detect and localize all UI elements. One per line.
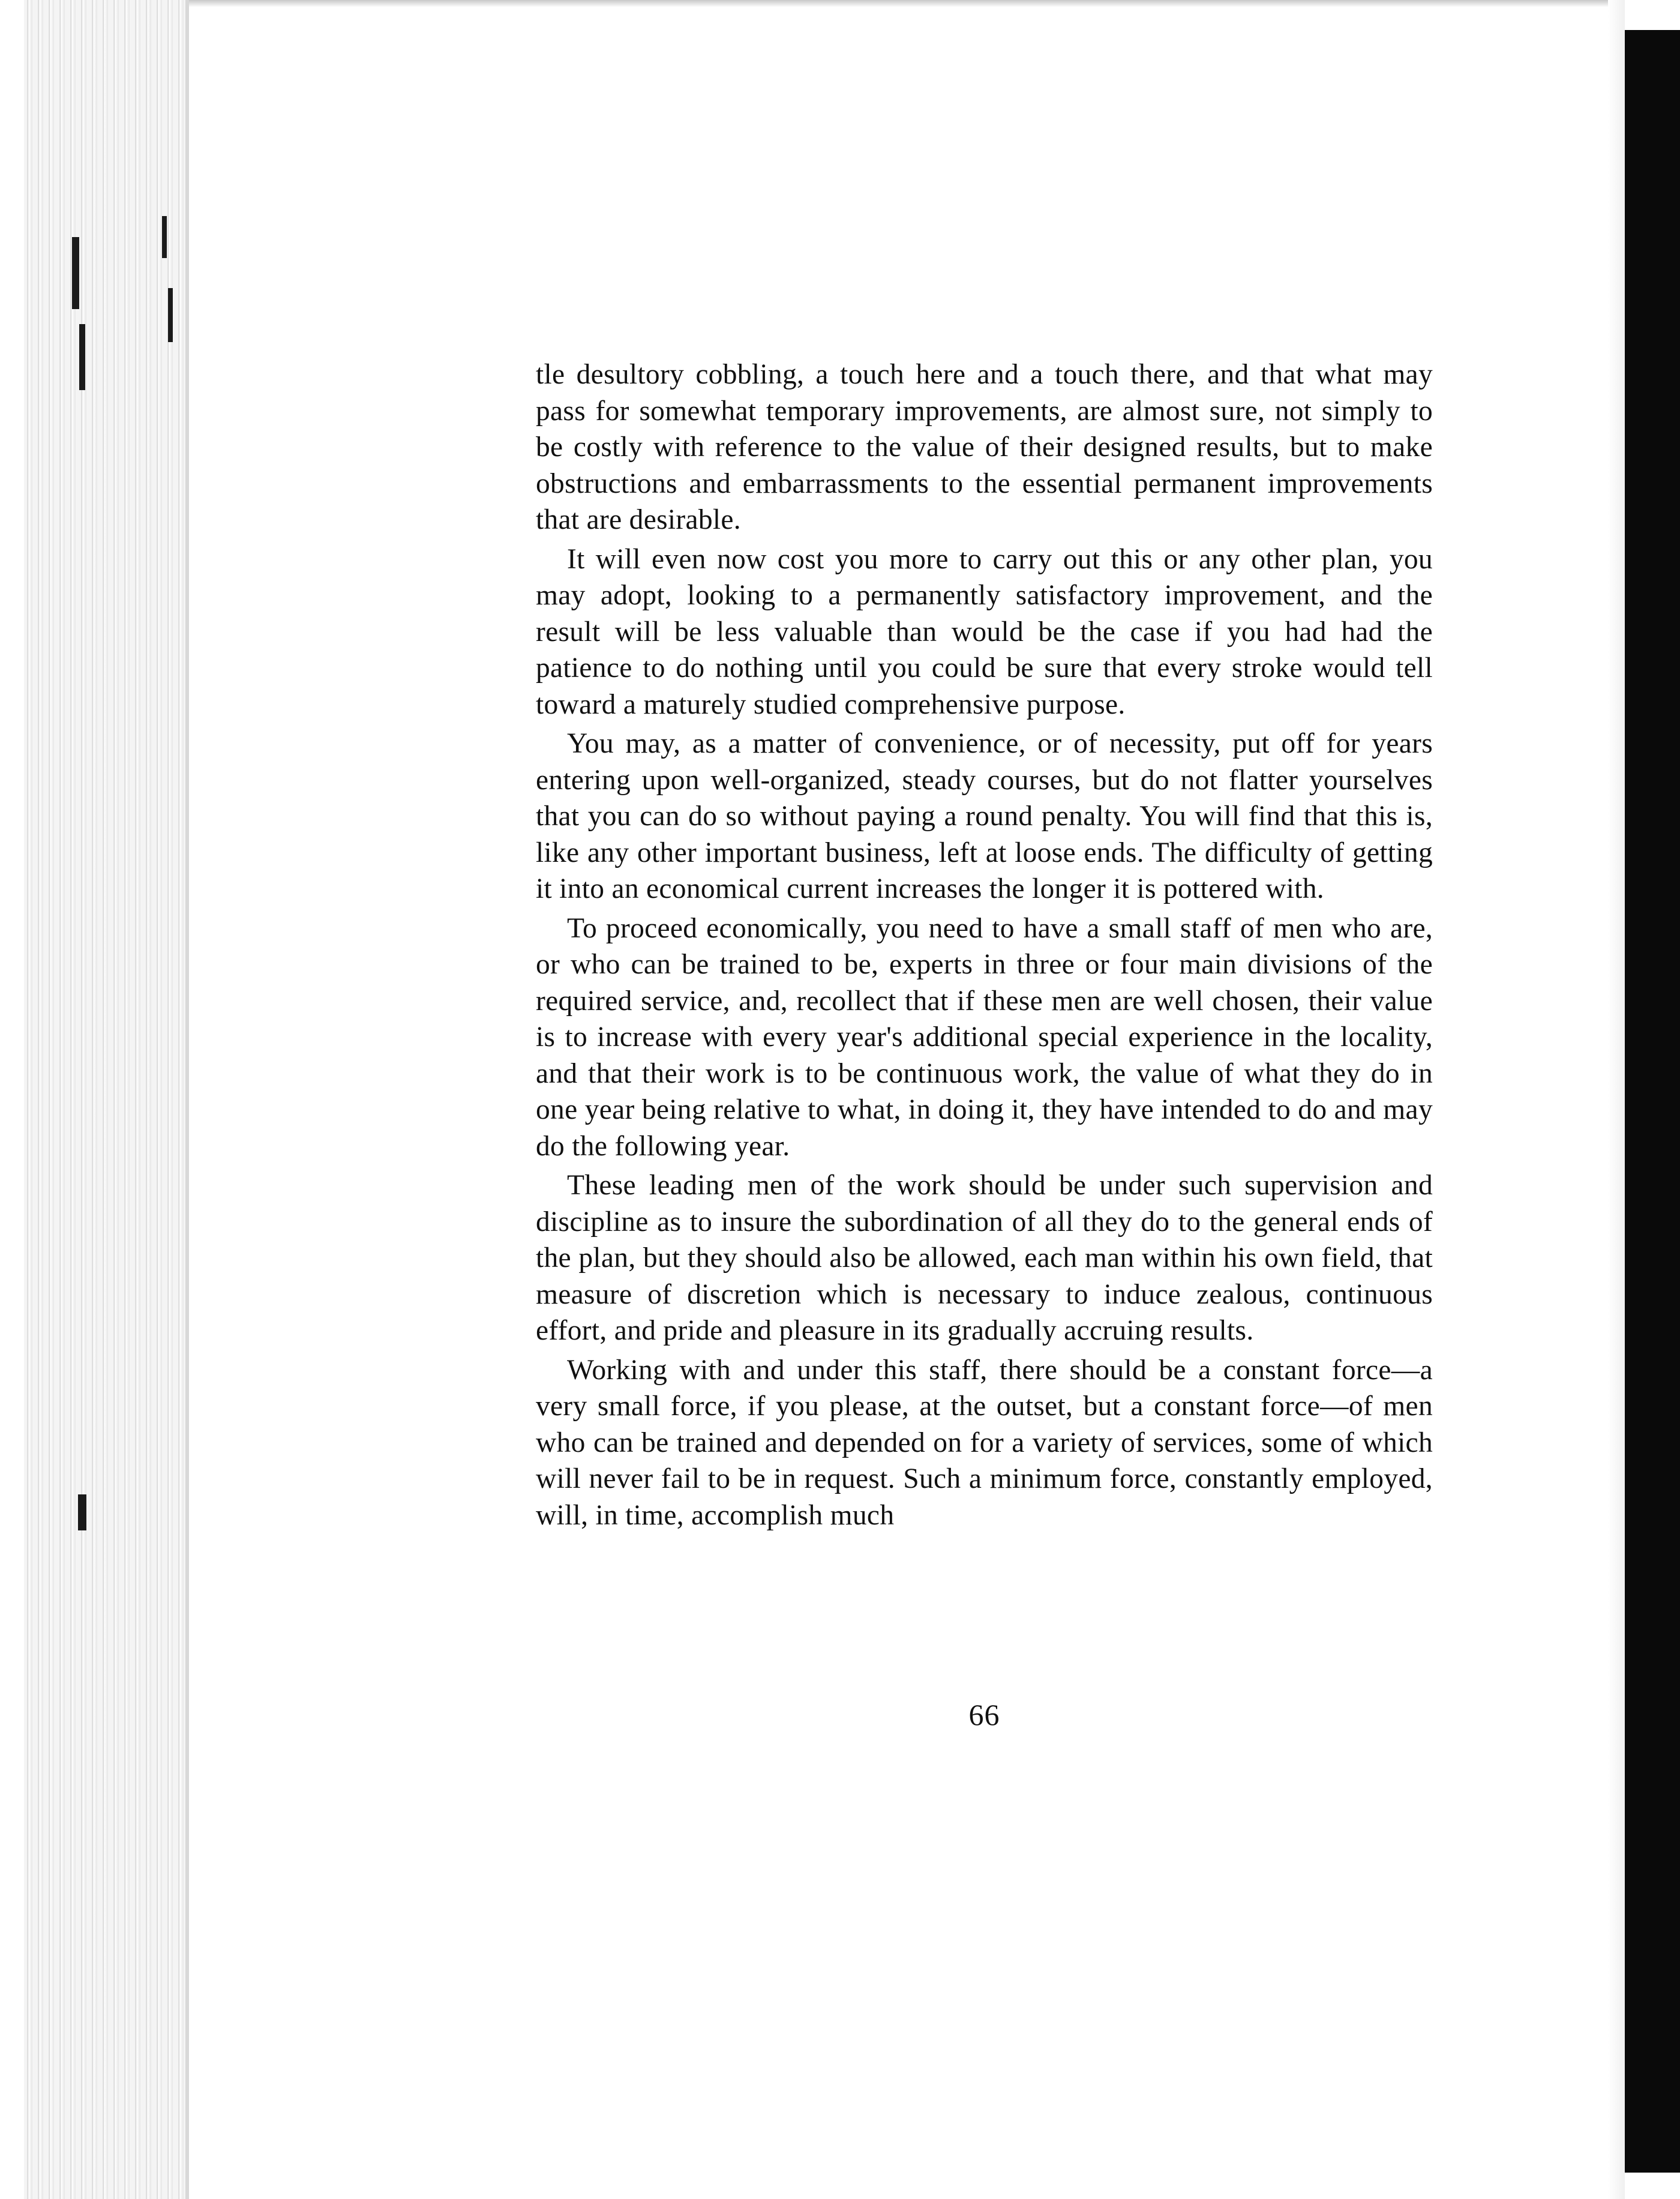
paragraph: It will even now cost you more to carry out this or any other plan, you may adopt, looking to a permanently satisfactory improvement, and the result will be less valuable than would be the case if you had had the patience to do nothing until you could be sure that every stroke would tell toward a maturely studied comprehensive purpose. xyxy=(536,543,1433,720)
paragraph: You may, as a matter of convenience, or of necessity, put off for years entering upon well-organized, steady courses, but do not flatter yourselves that you can do so without paying a round penalty. You will find that this is, like any other important business, left at loose ends. The difficulty of getting it into an economical current increases the longer it is pottered with. xyxy=(536,728,1433,904)
page-right-margin xyxy=(1608,0,1625,2199)
binding-mark xyxy=(162,216,167,258)
book-binding-edge xyxy=(0,0,189,2199)
paragraph: Working with and under this staff, there should be a constant force—a very small force, if you please, at the outset, but a constant force—of men who can be trained and depended on for a variety of services, some of which will never fail to be in request. Such a minimum force, constantly employed, will, in time, accomplish much xyxy=(536,1354,1433,1531)
binding-mark xyxy=(72,237,79,309)
binding-mark xyxy=(79,324,85,390)
binding-mark xyxy=(78,1494,86,1530)
binding-mark xyxy=(168,288,173,342)
paragraph: These leading men of the work should be under such supervision and discipline as to insure the subordination of all they do to the general ends of the plan, but they should also be allowed, each man within his own field, that measure of discretion which is necessary to induce zealous, continuous effort, and pride and pleasure in its gradually accruing results. xyxy=(536,1170,1433,1346)
scan-right-dark-edge xyxy=(1625,30,1680,2173)
page-number-area xyxy=(536,0,1433,2199)
paragraph: To proceed economically, you need to have a small staff of men who are, or who can be trained to be, experts in three or four main divisions of the required service, and, recollect that if these men are well chosen, their value is to increase with every year's additional special experience in the locality, and that their work is to be continuous work, the value of what they do in one year being relative to what, in doing it, they have intended to do and may do the following year. xyxy=(536,912,1433,1162)
page-number: 66 xyxy=(968,1698,1000,1731)
paragraph: tle desultory cobbling, a touch here and a touch there, and that what may pass for somewhat temporary improvements, are almost sure, not simply to be costly with reference to the value of their designed results, but to make obstructions and embarrassments to the essential permanent improvements that are desirable. xyxy=(536,359,1433,535)
